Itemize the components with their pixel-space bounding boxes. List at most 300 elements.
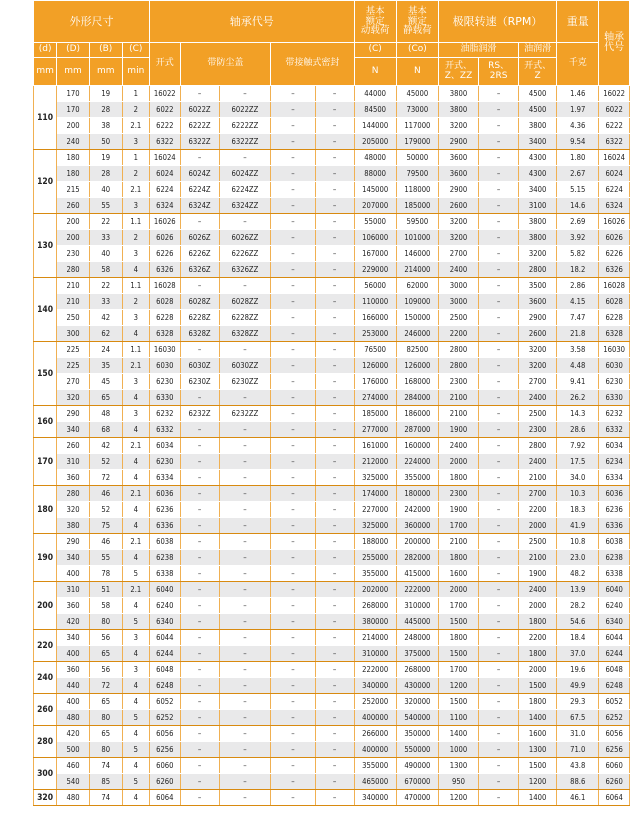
cell-weight: 41.9 <box>557 518 599 534</box>
cell-static-load: 168000 <box>396 374 438 390</box>
cell-C: 3 <box>122 310 149 326</box>
cell-dyn-load: 325000 <box>354 470 396 486</box>
cell-dyn-load: 48000 <box>354 150 396 166</box>
cell-open-code: 6338 <box>150 566 181 582</box>
cell-dyn-load: 167000 <box>354 246 396 262</box>
cell-D: 320 <box>57 502 90 518</box>
cell-oil-open: 2500 <box>519 406 557 422</box>
cell-shield-z: – <box>180 646 219 662</box>
cell-D: 260 <box>57 198 90 214</box>
table-row <box>34 790 630 806</box>
cell-weight: 28.2 <box>557 598 599 614</box>
cell-oil-open: 1500 <box>519 678 557 694</box>
cell-seal-1: – <box>271 374 315 390</box>
cell-grease-open: 3200 <box>438 230 478 246</box>
cell-oil-open: 2900 <box>519 310 557 326</box>
cell-seal-2: – <box>315 438 354 454</box>
cell-shield-z: 6030Z <box>180 358 219 374</box>
cell-seal-1: – <box>271 742 315 758</box>
table-row <box>34 502 630 518</box>
cell-seal-1: – <box>271 534 315 550</box>
cell-open-code: 6226 <box>150 246 181 262</box>
cell-D: 250 <box>57 310 90 326</box>
sym-D: (D) <box>57 43 90 58</box>
cell-B: 68 <box>89 422 122 438</box>
cell-oil-open: 4500 <box>519 86 557 102</box>
cell-static-load: 45000 <box>396 86 438 102</box>
cell-B: 52 <box>89 454 122 470</box>
cell-seal-2: – <box>315 774 354 790</box>
cell-C: 3 <box>122 374 149 390</box>
cell-open-code: 6340 <box>150 614 181 630</box>
cell-code: 6244 <box>599 646 630 662</box>
cell-static-load: 470000 <box>396 790 438 806</box>
cell-seal-2: – <box>315 550 354 566</box>
cell-open-code: 6336 <box>150 518 181 534</box>
cell-oil-open: 4300 <box>519 150 557 166</box>
cell-C: 5 <box>122 614 149 630</box>
cell-static-load: 160000 <box>396 438 438 454</box>
cell-B: 22 <box>89 278 122 294</box>
cell-seal-2: – <box>315 326 354 342</box>
cell-shield-z: 6226Z <box>180 246 219 262</box>
cell-dyn-load: 161000 <box>354 438 396 454</box>
bore-diameter-cell: 200 <box>34 582 57 630</box>
static-load-title: 基本 额定 静载荷 <box>396 1 438 43</box>
cell-D: 210 <box>57 278 90 294</box>
cell-B: 28 <box>89 102 122 118</box>
cell-code: 6040 <box>599 582 630 598</box>
cell-shield-zz: – <box>219 614 271 630</box>
cell-shield-z: – <box>180 342 219 358</box>
cell-seal-2: – <box>315 390 354 406</box>
table-row <box>34 566 630 582</box>
cell-seal-2: – <box>315 662 354 678</box>
cell-dyn-load: 229000 <box>354 262 396 278</box>
cell-grease-open: 1200 <box>438 790 478 806</box>
cell-D: 320 <box>57 390 90 406</box>
cell-oil-open: 2800 <box>519 438 557 454</box>
cell-code: 6056 <box>599 726 630 742</box>
cell-dyn-load: 222000 <box>354 662 396 678</box>
cell-code: 6234 <box>599 454 630 470</box>
cell-grease-open: 1700 <box>438 598 478 614</box>
cell-seal-2: – <box>315 486 354 502</box>
table-row <box>34 262 630 278</box>
cell-shield-z: – <box>180 278 219 294</box>
cell-static-load: 360000 <box>396 518 438 534</box>
cell-D: 200 <box>57 230 90 246</box>
table-row <box>34 422 630 438</box>
dims-title: 外形尺寸 <box>34 1 150 43</box>
table-row <box>34 710 630 726</box>
cell-code: 16028 <box>599 278 630 294</box>
cell-grease-open: 2800 <box>438 358 478 374</box>
cell-code: 6322 <box>599 134 630 150</box>
cell-shield-z: – <box>180 390 219 406</box>
unit-mm-B: mm <box>89 58 122 86</box>
cell-shield-z: – <box>180 678 219 694</box>
cell-D: 500 <box>57 742 90 758</box>
cell-C: 2.1 <box>122 486 149 502</box>
cell-seal-1: – <box>271 438 315 454</box>
cell-seal-1: – <box>271 310 315 326</box>
cell-code: 6034 <box>599 438 630 454</box>
cell-shield-zz: – <box>219 598 271 614</box>
cell-shield-zz: 6222ZZ <box>219 118 271 134</box>
cell-open-code: 6228 <box>150 310 181 326</box>
cell-oil-open: 1600 <box>519 726 557 742</box>
cell-grease-open: 2800 <box>438 342 478 358</box>
cell-open-code: 6040 <box>150 582 181 598</box>
cell-seal-1: – <box>271 774 315 790</box>
cell-weight: 28.6 <box>557 422 599 438</box>
cell-grease-open: 1700 <box>438 518 478 534</box>
cell-B: 55 <box>89 550 122 566</box>
cell-D: 460 <box>57 758 90 774</box>
cell-shield-zz: – <box>219 566 271 582</box>
cell-dyn-load: 400000 <box>354 710 396 726</box>
cell-open-code: 6244 <box>150 646 181 662</box>
shield-header: 带防尘盖 <box>180 43 271 86</box>
cell-seal-2: – <box>315 726 354 742</box>
cell-shield-z: 6026Z <box>180 230 219 246</box>
cell-shield-z: – <box>180 438 219 454</box>
cell-static-load: 179000 <box>396 134 438 150</box>
cell-B: 74 <box>89 758 122 774</box>
cell-grease-open: 1500 <box>438 614 478 630</box>
cell-shield-zz: – <box>219 438 271 454</box>
cell-shield-zz: – <box>219 86 271 102</box>
cell-static-load: 242000 <box>396 502 438 518</box>
cell-seal-2: – <box>315 758 354 774</box>
cell-grease-open: 1500 <box>438 646 478 662</box>
table-row <box>34 390 630 406</box>
cell-D: 400 <box>57 694 90 710</box>
cell-B: 65 <box>89 726 122 742</box>
cell-C: 4 <box>122 502 149 518</box>
cell-B: 33 <box>89 230 122 246</box>
cell-weight: 9.41 <box>557 374 599 390</box>
cell-B: 78 <box>89 566 122 582</box>
cell-D: 340 <box>57 630 90 646</box>
cell-grease-rs: – <box>479 614 519 630</box>
cell-D: 360 <box>57 598 90 614</box>
cell-seal-1: – <box>271 502 315 518</box>
cell-C: 4 <box>122 758 149 774</box>
cell-C: 4 <box>122 390 149 406</box>
cell-code: 6048 <box>599 662 630 678</box>
cell-oil-open: 3500 <box>519 278 557 294</box>
cell-D: 340 <box>57 550 90 566</box>
cell-open-code: 6022 <box>150 102 181 118</box>
cell-oil-open: 4300 <box>519 166 557 182</box>
cell-C: 5 <box>122 566 149 582</box>
cell-dyn-load: 174000 <box>354 486 396 502</box>
cell-shield-z: – <box>180 486 219 502</box>
cell-shield-zz: – <box>219 726 271 742</box>
cell-weight: 4.36 <box>557 118 599 134</box>
cell-shield-z: – <box>180 150 219 166</box>
cell-C: 2.1 <box>122 438 149 454</box>
cell-C: 3 <box>122 198 149 214</box>
cell-weight: 71.0 <box>557 742 599 758</box>
cell-static-load: 126000 <box>396 358 438 374</box>
cell-dyn-load: 44000 <box>354 86 396 102</box>
cell-shield-zz: 6324ZZ <box>219 198 271 214</box>
cell-B: 19 <box>89 150 122 166</box>
cell-shield-zz: – <box>219 694 271 710</box>
cell-dyn-load: 274000 <box>354 390 396 406</box>
cell-dyn-load: 355000 <box>354 758 396 774</box>
cell-shield-z: – <box>180 758 219 774</box>
cell-shield-z: – <box>180 694 219 710</box>
cell-C: 4 <box>122 790 149 806</box>
cell-dyn-load: 106000 <box>354 230 396 246</box>
cell-static-load: 50000 <box>396 150 438 166</box>
cell-grease-open: 2000 <box>438 454 478 470</box>
cell-seal-1: – <box>271 454 315 470</box>
cell-seal-2: – <box>315 742 354 758</box>
cell-seal-1: – <box>271 790 315 806</box>
table-row <box>34 102 630 118</box>
cell-seal-2: – <box>315 598 354 614</box>
cell-code: 16022 <box>599 86 630 102</box>
cell-grease-open: 2900 <box>438 182 478 198</box>
cell-grease-open: 2100 <box>438 390 478 406</box>
cell-code: 6228 <box>599 310 630 326</box>
cell-grease-rs: – <box>479 374 519 390</box>
bore-diameter-cell: 180 <box>34 486 57 534</box>
cell-grease-rs: – <box>479 214 519 230</box>
cell-oil-open: 2100 <box>519 550 557 566</box>
cell-code: 6222 <box>599 118 630 134</box>
cell-open-code: 6252 <box>150 710 181 726</box>
cell-C: 2.1 <box>122 582 149 598</box>
cell-C: 2 <box>122 294 149 310</box>
cell-shield-zz: – <box>219 534 271 550</box>
bore-diameter-cell: 110 <box>34 86 57 150</box>
cell-D: 400 <box>57 646 90 662</box>
unit-mm-d: mm <box>34 58 57 86</box>
cell-grease-rs: – <box>479 326 519 342</box>
table-row <box>34 342 630 358</box>
cell-static-load: 246000 <box>396 326 438 342</box>
cell-shield-z: – <box>180 790 219 806</box>
cell-seal-1: – <box>271 646 315 662</box>
cell-dyn-load: 76500 <box>354 342 396 358</box>
cell-D: 300 <box>57 326 90 342</box>
speed-title: 极限转速（RPM） <box>438 1 556 43</box>
unit-N-static: N <box>396 58 438 86</box>
cell-static-load: 117000 <box>396 118 438 134</box>
cell-shield-zz: 6322ZZ <box>219 134 271 150</box>
cell-open-code: 6334 <box>150 470 181 486</box>
cell-shield-z: – <box>180 502 219 518</box>
unit-min-C: min <box>122 58 149 86</box>
cell-seal-2: – <box>315 630 354 646</box>
cell-open-code: 6034 <box>150 438 181 454</box>
cell-C: 1.1 <box>122 342 149 358</box>
cell-grease-rs: – <box>479 166 519 182</box>
cell-code: 6028 <box>599 294 630 310</box>
cell-oil-open: 1800 <box>519 694 557 710</box>
cell-shield-z: – <box>180 598 219 614</box>
sym-Cr: (C) <box>354 43 396 58</box>
cell-seal-1: – <box>271 230 315 246</box>
cell-open-code: 6230 <box>150 454 181 470</box>
cell-dyn-load: 212000 <box>354 454 396 470</box>
dyn-load-title: 基本 额定 动载荷 <box>354 1 396 43</box>
cell-oil-open: 3200 <box>519 246 557 262</box>
cell-oil-open: 3400 <box>519 182 557 198</box>
cell-open-code: 6030 <box>150 358 181 374</box>
cell-weight: 4.15 <box>557 294 599 310</box>
table-row <box>34 518 630 534</box>
cell-open-code: 16026 <box>150 214 181 230</box>
cell-grease-rs: – <box>479 518 519 534</box>
cell-code: 6224 <box>599 182 630 198</box>
cell-code: 6328 <box>599 326 630 342</box>
cell-grease-open: 950 <box>438 774 478 790</box>
cell-oil-open: 2200 <box>519 502 557 518</box>
cell-weight: 2.69 <box>557 214 599 230</box>
cell-open-code: 6240 <box>150 598 181 614</box>
cell-grease-rs: – <box>479 198 519 214</box>
cell-shield-z: – <box>180 726 219 742</box>
cell-B: 72 <box>89 470 122 486</box>
cell-shield-z: – <box>180 422 219 438</box>
cell-dyn-load: 252000 <box>354 694 396 710</box>
cell-open-code: 6232 <box>150 406 181 422</box>
cell-B: 35 <box>89 358 122 374</box>
cell-code: 6324 <box>599 198 630 214</box>
cell-seal-2: – <box>315 374 354 390</box>
cell-grease-rs: – <box>479 438 519 454</box>
cell-seal-2: – <box>315 470 354 486</box>
bore-diameter-cell: 300 <box>34 758 57 790</box>
cell-C: 4 <box>122 470 149 486</box>
rs-2rs-header: RS、 2RS <box>479 58 519 86</box>
cell-dyn-load: 145000 <box>354 182 396 198</box>
table-row <box>34 726 630 742</box>
cell-dyn-load: 325000 <box>354 518 396 534</box>
cell-seal-2: – <box>315 102 354 118</box>
cell-shield-z: 6328Z <box>180 326 219 342</box>
cell-seal-2: – <box>315 182 354 198</box>
cell-C: 4 <box>122 726 149 742</box>
cell-grease-open: 1500 <box>438 694 478 710</box>
cell-grease-rs: – <box>479 710 519 726</box>
cell-seal-2: – <box>315 582 354 598</box>
sym-Co: (Co) <box>396 43 438 58</box>
cell-grease-open: 2900 <box>438 134 478 150</box>
cell-oil-open: 3200 <box>519 342 557 358</box>
cell-seal-2: – <box>315 422 354 438</box>
open-z-header: 开式、 Z <box>519 58 557 86</box>
cell-seal-1: – <box>271 294 315 310</box>
cell-B: 51 <box>89 582 122 598</box>
cell-shield-z: 6024Z <box>180 166 219 182</box>
cell-dyn-load: 340000 <box>354 678 396 694</box>
cell-weight: 23.0 <box>557 550 599 566</box>
cell-B: 45 <box>89 374 122 390</box>
cell-shield-zz: – <box>219 342 271 358</box>
cell-seal-2: – <box>315 310 354 326</box>
cell-D: 400 <box>57 566 90 582</box>
cell-open-code: 6052 <box>150 694 181 710</box>
cell-shield-zz: – <box>219 662 271 678</box>
cell-B: 38 <box>89 118 122 134</box>
cell-B: 33 <box>89 294 122 310</box>
cell-seal-1: – <box>271 166 315 182</box>
cell-seal-1: – <box>271 182 315 198</box>
cell-oil-open: 2400 <box>519 582 557 598</box>
cell-seal-2: – <box>315 262 354 278</box>
cell-shield-zz: 6326ZZ <box>219 262 271 278</box>
cell-static-load: 62000 <box>396 278 438 294</box>
cell-D: 180 <box>57 166 90 182</box>
cell-D: 480 <box>57 710 90 726</box>
table-row <box>34 646 630 662</box>
cell-grease-open: 3800 <box>438 86 478 102</box>
cell-oil-open: 1400 <box>519 710 557 726</box>
cell-seal-2: – <box>315 406 354 422</box>
cell-dyn-load: 144000 <box>354 118 396 134</box>
cell-open-code: 6326 <box>150 262 181 278</box>
cell-C: 3 <box>122 406 149 422</box>
cell-D: 240 <box>57 134 90 150</box>
cell-shield-zz: 6026ZZ <box>219 230 271 246</box>
cell-static-load: 550000 <box>396 742 438 758</box>
cell-code: 6052 <box>599 694 630 710</box>
cell-seal-2: – <box>315 454 354 470</box>
cell-oil-open: 4500 <box>519 102 557 118</box>
cell-weight: 34.0 <box>557 470 599 486</box>
cell-oil-open: 1800 <box>519 614 557 630</box>
cell-shield-zz: – <box>219 774 271 790</box>
cell-code: 6024 <box>599 166 630 182</box>
cell-open-code: 6330 <box>150 390 181 406</box>
cell-seal-1: – <box>271 390 315 406</box>
cell-seal-2: – <box>315 614 354 630</box>
weight-title: 重量 <box>557 1 599 43</box>
cell-code: 6340 <box>599 614 630 630</box>
cell-static-load: 268000 <box>396 662 438 678</box>
bore-diameter-cell: 160 <box>34 406 57 438</box>
cell-B: 80 <box>89 710 122 726</box>
cell-static-load: 540000 <box>396 710 438 726</box>
cell-weight: 19.6 <box>557 662 599 678</box>
cell-code: 6022 <box>599 102 630 118</box>
cell-oil-open: 2400 <box>519 390 557 406</box>
cell-grease-rs: – <box>479 694 519 710</box>
cell-code: 6240 <box>599 598 630 614</box>
cell-B: 55 <box>89 198 122 214</box>
cell-C: 2 <box>122 230 149 246</box>
cell-D: 420 <box>57 726 90 742</box>
cell-seal-1: – <box>271 726 315 742</box>
bore-diameter-cell: 240 <box>34 662 57 694</box>
cell-B: 80 <box>89 742 122 758</box>
table-row <box>34 374 630 390</box>
cell-grease-open: 3200 <box>438 118 478 134</box>
code-right-title: 轴承 代号 <box>599 1 630 86</box>
cell-weight: 48.2 <box>557 566 599 582</box>
cell-seal-1: – <box>271 214 315 230</box>
cell-weight: 21.8 <box>557 326 599 342</box>
cell-shield-z: – <box>180 614 219 630</box>
